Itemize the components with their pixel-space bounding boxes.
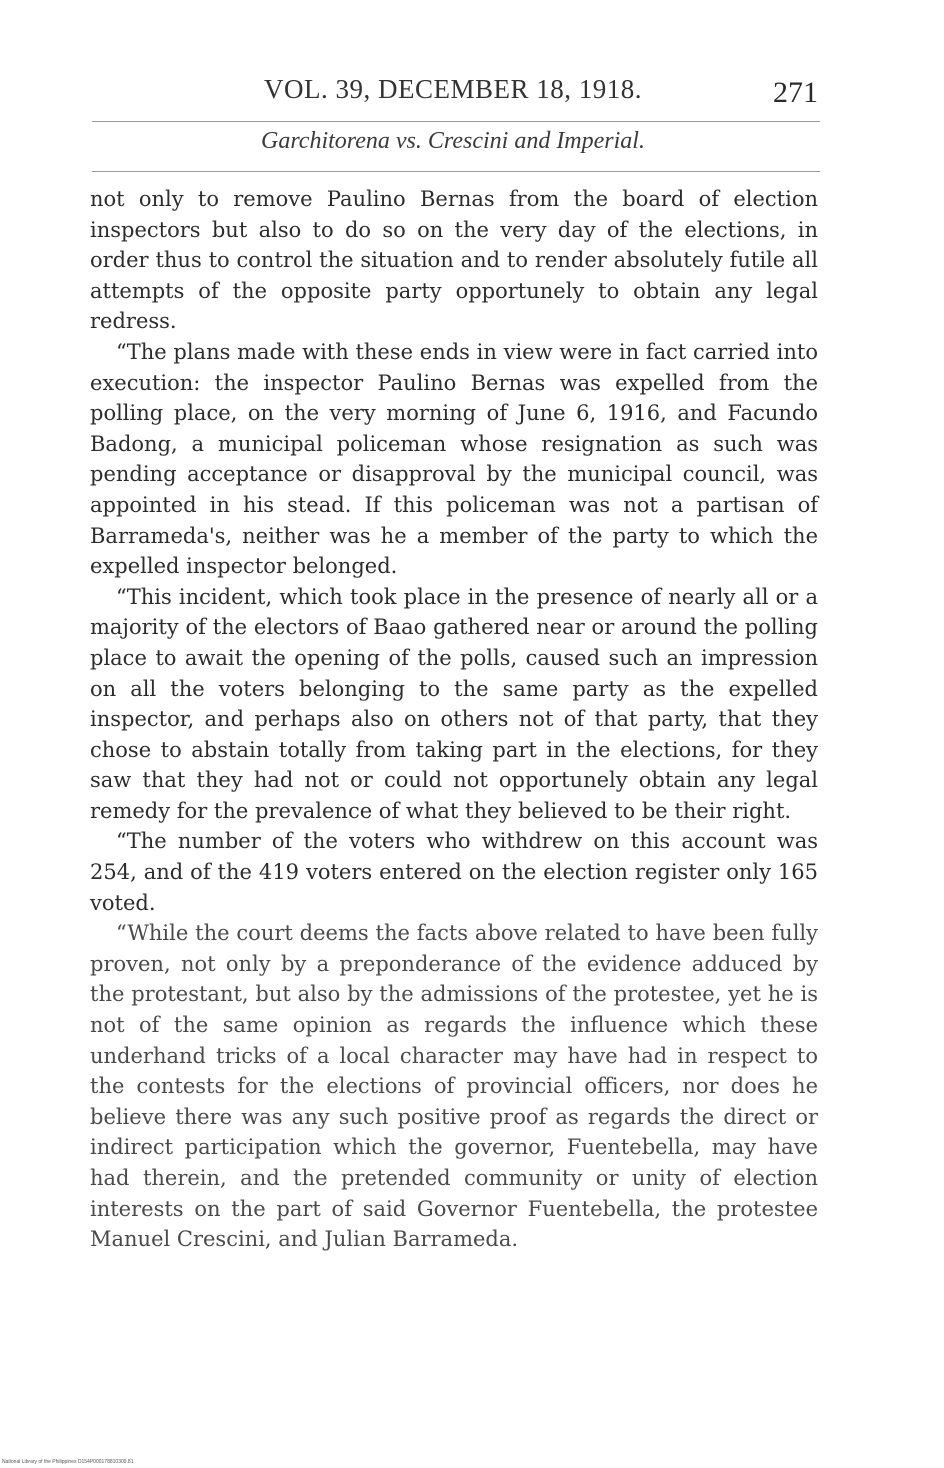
paragraph: “The plans made with these ends in view were in fact carried into execution: the inspector Paulino Bernas was expelled from the polling place, on the very morning of June 6, 1916, and Facundo Badong, a municipal policeman whose resignation as such was pending acceptance or disapproval by the municipal council, was appointed in his stead. If this policeman was not a partisan of Barrameda's, neither was he a member of the party to which the expelled inspector belonged.	[90, 339, 818, 579]
paragraph: “While the court deems the facts above related to have been fully proven, not only by a preponderance of the evidence adduced by the protestant, but also by the admissions of the protestee, yet he is not of the same opinion as regards the influence which these underhand tricks of a local character may have had in respect to the contests for the elections of provincial officers, nor does he believe there was any such positive proof as regards the direct or indirect participation which the governor, Fuentebella, may have had therein, and the pretended community or unity of election interests on the part of said Governor Fuentebella, the protestee Manuel Crescini, and Julian Barrameda.	[90, 921, 818, 1252]
paragraph: “This incident, which took place in the presence of nearly all or a majority of the electors of Baao gathered near or around the polling place to await the opening of the polls, caused such an impression on all the voters belonging to the same party as the expelled inspector, and perhaps also on others not of that party, that they chose to abstain totally from taking part in the elections, for they saw that they had not or could not opportunely obtain any legal remedy for the prevalence of what they believed to be their right.	[90, 584, 818, 823]
paragraph: “The number of the voters who withdrew on this account was 254, and of the 419 voters entered on the election register only 165 voted.	[90, 829, 818, 915]
page-header	[88, 74, 818, 114]
header-rule-bottom	[92, 171, 820, 172]
header-rule-top	[92, 121, 820, 122]
library-stamp: National Library of the Philippines D154P000178810309.81	[2, 1459, 134, 1465]
running-head: VOL. 39, DECEMBER 18, 1918.	[264, 74, 642, 104]
body-text	[90, 184, 818, 1255]
paragraph-continuation: not only to remove Paulino Bernas from the board of election inspectors but also to do so on the very day of the elections, in order thus to control the situation and to render absolutely futile all attempts of the opposite party opportunely to obtain any legal redress.	[90, 187, 818, 334]
page-number: 271	[773, 76, 818, 109]
case-title: Garchitorena vs. Crescini and Imperial.	[261, 128, 645, 154]
